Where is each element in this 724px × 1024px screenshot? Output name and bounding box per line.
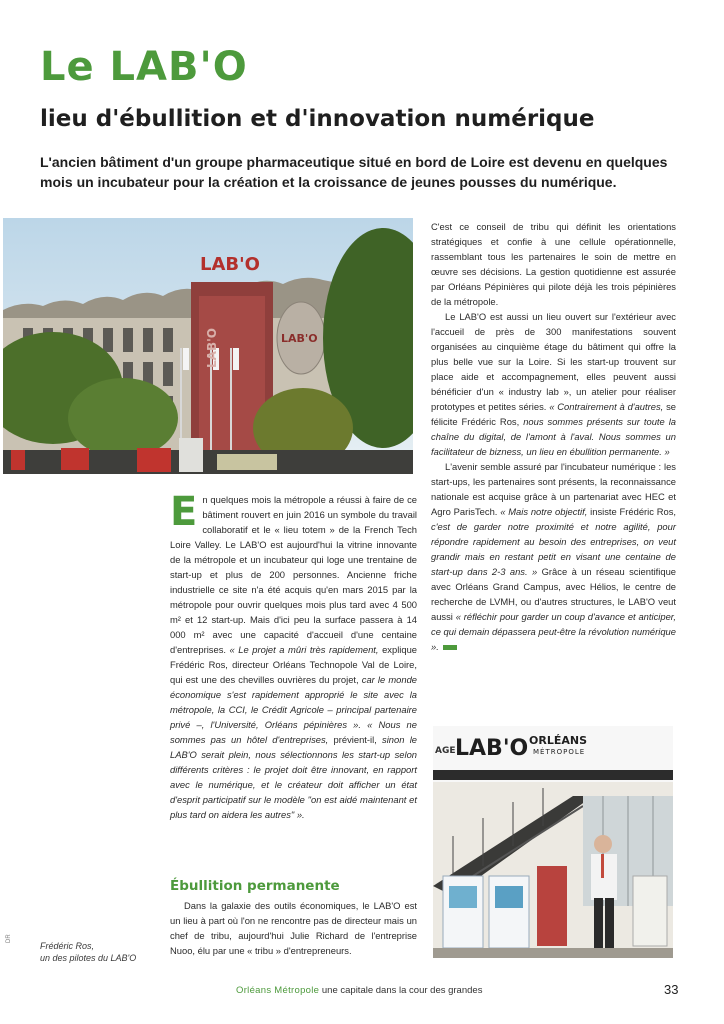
- quote-text: « Contrairement à d'autres,: [549, 401, 664, 412]
- interior-sign-edge: AGE: [435, 746, 456, 756]
- paragraph: [431, 459, 676, 654]
- article-end-mark: [443, 645, 457, 650]
- interior-sign-orleans: ORLÉANS: [529, 734, 587, 747]
- building-photo: [3, 218, 413, 474]
- paragraph-text: C'est ce conseil de tribu qui définit les orientations stratégiques et confie à une cellule opérationnelle, rassemblant tous les partenaires le soin de mettre en œuvre ses décisions. La gestion quotidienne est assurée par Orléans Pépinières qui pilote déjà les trois pépinières de la métropole.: [431, 221, 676, 307]
- article-column-left: [170, 489, 418, 822]
- page-footer: [236, 985, 482, 996]
- quote-text: sinon le LAB'O serait plein, nous sélectionnons les start-up selon différents critères : le projet doit être innovant, en rapport avec le numérique, et le créateur doit afficher un état d'esprit participatif sur le modèle "on est aidé maintenant et plus tard on aidera les autres" ».: [170, 734, 417, 820]
- building-facade-sign: LAB'O: [281, 332, 318, 345]
- article-subtitle: lieu d'ébullition et d'innovation numérique: [40, 106, 595, 132]
- quote-text: c'est de garder notre proximité et notre agilité, pour répondre rapidement au besoin des entreprises, on veut grandir mais en restant petit en visant une centaine de start-up dans 2-3 ans. »: [431, 521, 676, 577]
- paragraph-text: prévient-il,: [328, 734, 383, 745]
- caption-line: Frédéric Ros,: [40, 941, 95, 951]
- interior-sign-labo: LAB'O: [455, 736, 529, 761]
- paragraph-text: n quelques mois la métropole a réussi à faire de ce bâtiment rouvert en juin 2016 un symbole du travail collaboratif et le « lieu totem » de la French Tech Loire Valley. Le LAB'O est aujourd'hui la vitrine innovante de la métropole et un incubateur qui loge une trentaine de start-up et plus de 200 personnes. Ancienne friche industrielle ce site n'a été acquis qu'en mars 2015 par la métropole pour ouvrir quelques mois plus tard avec 4 500 m² et 12 start-up. Mais d'ici peu la surface passera à 14 000 m² avec une capacité d'accueil d'une centaine d'entreprises.: [170, 494, 417, 655]
- quote-text: car le monde économique s'est rapidement approprié le site avec la métropole, la CCI, le Crédit Agricole – principal partenaire privé –, l'Université, Orléans pépinières ». « Nous ne sommes pas un hôtel d'entreprises,: [170, 674, 417, 745]
- paragraph-text: insiste Frédéric Ros,: [587, 506, 677, 517]
- paragraph: [431, 309, 676, 459]
- paragraph-text: L'avenir semble assuré par l'incubateur numérique : les start-ups, les partenaires sont présents, la reconnaissance nationale est acquise grâce à un partenariat avec HEC et Agro ParisTech.: [431, 461, 676, 517]
- article-title: Le LAB'O: [40, 44, 248, 90]
- caption-line: un des pilotes du LAB'O: [40, 953, 137, 963]
- footer-brand: Orléans Métropole: [236, 985, 320, 996]
- quote-text: « Le projet a mûri très rapidement,: [229, 644, 379, 655]
- footer-tagline: une capitale dans la cour des grandes: [319, 985, 483, 996]
- interior-photo: [433, 726, 673, 958]
- paragraph-text: Grâce à un réseau scientifique avec Orléans Grand Campus, avec Hélios, le centre de recherche de LVMH, ou d'autres structures, le LAB'O veut aussi: [431, 566, 677, 622]
- article-column-left-continued: [170, 898, 417, 958]
- paragraph-text: explique Frédéric Ros, directeur Orléans Technopole Val de Loire, qui est une des chevilles ouvrières du projet,: [170, 644, 418, 685]
- photo-credit-mark: DR: [6, 934, 12, 943]
- drop-cap: E: [170, 489, 198, 535]
- interior-sign-metropole: MÉTROPOLE: [533, 748, 586, 756]
- photo-caption: [40, 940, 136, 964]
- paragraph-text: Dans la galaxie des outils économiques, le LAB'O est un lieu à part où l'on ne rencontre pas de directeur mais un chef de tribu, aujourd'hui Julie Richard de l'entreprise Nuoo, élu par une « tribu » d'entrepreneurs.: [170, 900, 417, 956]
- quote-text: « réfléchir pour garder un coup d'avance et anticiper, ce qui demain dépassera peut-être la révolution numérique ».: [431, 611, 676, 652]
- quote-text: « Mais notre objectif,: [500, 506, 588, 517]
- building-vertical-banner: LAB'O: [205, 328, 219, 368]
- article-lede: L'ancien bâtiment d'un groupe pharmaceutique situé en bord de Loire est devenu en quelques mois un incubateur pour la création et la croissance de jeunes pousses du numérique.: [40, 154, 668, 190]
- building-rooftop-sign: LAB'O: [200, 254, 260, 275]
- quote-text: nous sommes présents sur toute la chaîne du digital, de l'amont à l'aval. Nous sommes un facilitateur de bizness, un lieu en ébullition permanente. »: [431, 416, 677, 457]
- article-column-right: [431, 219, 676, 654]
- paragraph-text: Le LAB'O est aussi un lieu ouvert sur l'extérieur avec l'accueil de près de 300 manifestations souvent organisées au cinquième étage du bâtiment qui offre la plus belle vue sur la Loire. Si les start-up trouvent sur place aide et accompagnement, elles peuvent aussi bénéficier d'un « industry lab », un atelier pour réaliser prototypes et petites séries.: [431, 311, 676, 412]
- section-heading: Ébullition permanente: [170, 878, 340, 894]
- page-number: 33: [664, 982, 679, 997]
- paragraph-text: se félicite Frédéric Ros,: [431, 401, 676, 427]
